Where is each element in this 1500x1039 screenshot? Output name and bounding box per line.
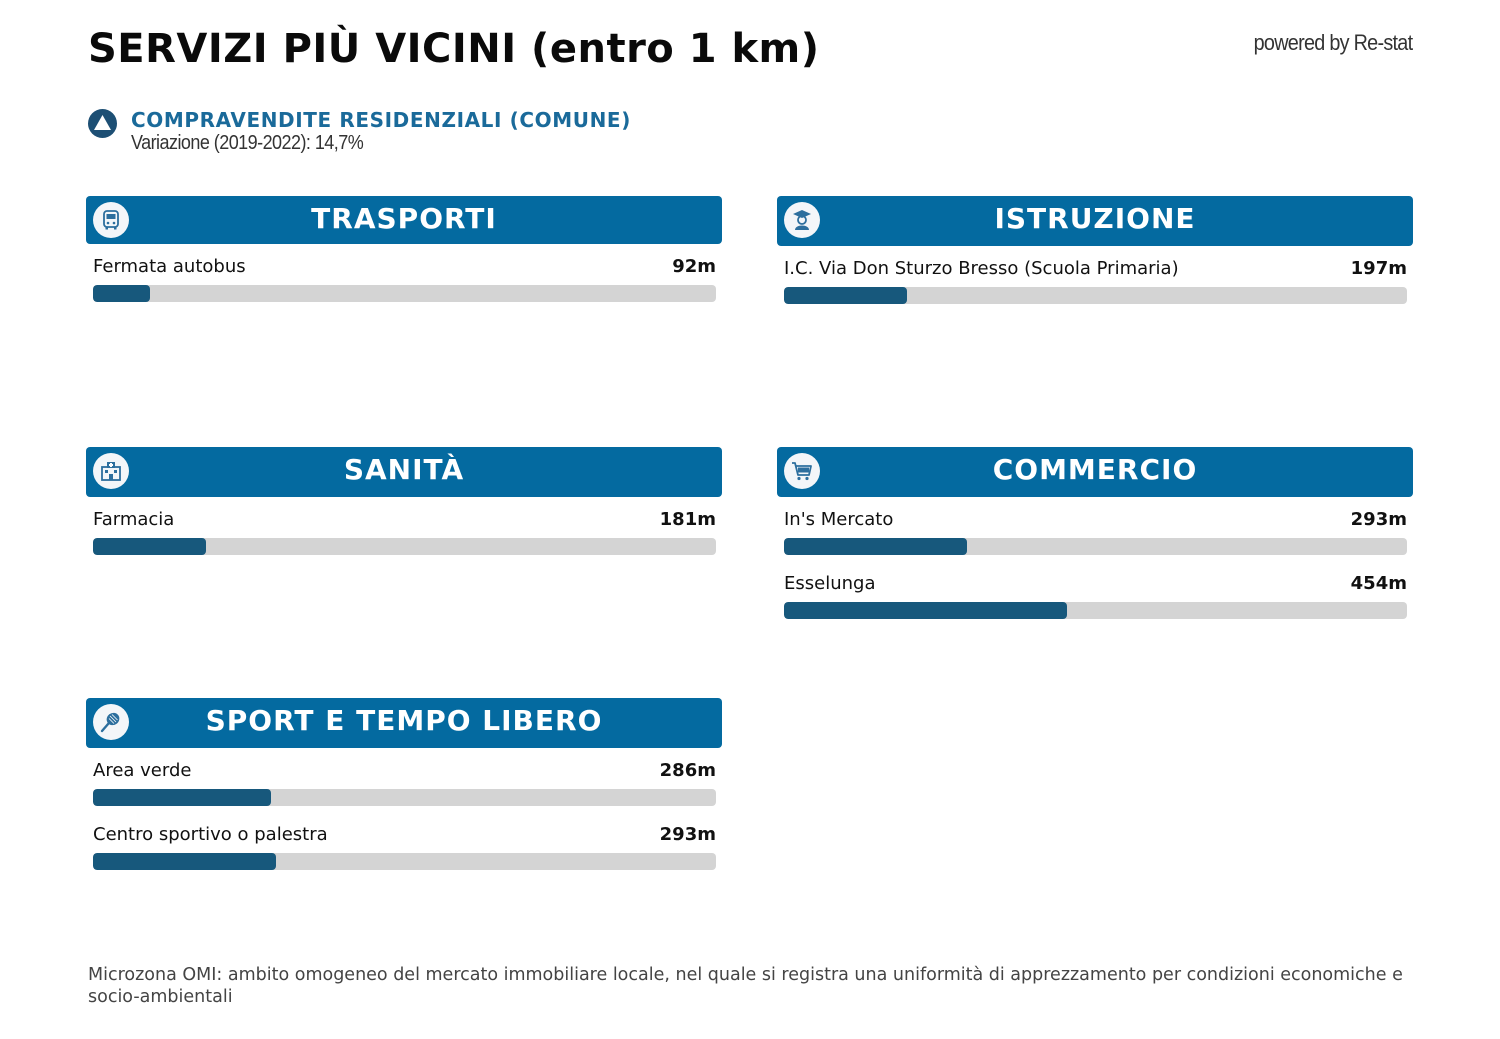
service-name: Centro sportivo o palestra xyxy=(93,824,328,845)
trend-up-icon xyxy=(88,109,117,138)
service-distance: 454m xyxy=(1350,573,1407,594)
service-item xyxy=(93,497,716,561)
powered-by-label: powered by Re-stat xyxy=(1253,30,1412,55)
category-header xyxy=(86,196,722,244)
distance-bar-fill xyxy=(93,853,276,870)
category-title: SPORT E TEMPO LIBERO xyxy=(205,704,603,737)
category-card-sport xyxy=(86,698,722,876)
service-item xyxy=(784,561,1407,625)
category-title: COMMERCIO xyxy=(992,453,1198,486)
category-header xyxy=(777,196,1413,246)
service-item xyxy=(784,497,1407,561)
service-item xyxy=(784,246,1407,310)
distance-bar-fill xyxy=(784,538,967,555)
distance-bar-track xyxy=(93,789,716,806)
category-title: ISTRUZIONE xyxy=(994,202,1196,235)
service-name: Farmacia xyxy=(93,509,175,530)
distance-bar-track xyxy=(93,853,716,870)
category-card-commercio xyxy=(777,447,1413,625)
footnote: Microzona OMI: ambito omogeneo del mercato immobiliare locale, nel quale si registra una uniformità di apprezzamento per condizioni economiche e socio-ambientali xyxy=(88,965,1403,1007)
category-header xyxy=(777,447,1413,497)
service-name: Fermata autobus xyxy=(93,256,246,277)
service-distance: 286m xyxy=(659,760,716,781)
service-item xyxy=(93,748,716,812)
distance-bar-track xyxy=(784,538,1407,555)
distance-bar-fill xyxy=(93,285,150,302)
service-name: I.C. Via Don Sturzo Bresso (Scuola Primaria) xyxy=(784,258,1179,279)
page-title: SERVIZI PIÙ VICINI (entro 1 km) xyxy=(88,26,820,72)
distance-bar-track xyxy=(784,287,1407,304)
category-header xyxy=(86,447,722,497)
service-item xyxy=(93,244,716,308)
category-title: SANITÀ xyxy=(343,453,465,486)
category-card-istruzione xyxy=(777,196,1413,310)
service-distance: 197m xyxy=(1350,258,1407,279)
trend-title: COMPRAVENDITE RESIDENZIALI (COMUNE) xyxy=(131,108,631,132)
service-distance: 181m xyxy=(659,509,716,530)
distance-bar-track xyxy=(93,538,716,555)
distance-bar-fill xyxy=(93,538,206,555)
distance-bar-track xyxy=(93,285,716,302)
distance-bar-fill xyxy=(784,287,907,304)
category-title: TRASPORTI xyxy=(311,202,497,235)
category-card-trasporti xyxy=(86,196,722,308)
trend-subtitle: Variazione (2019-2022): 14,7% xyxy=(131,132,364,154)
distance-bar-fill xyxy=(784,602,1067,619)
service-name: Area verde xyxy=(93,760,192,781)
service-distance: 92m xyxy=(672,256,716,277)
distance-bar-track xyxy=(784,602,1407,619)
distance-bar-fill xyxy=(93,789,271,806)
service-name: Esselunga xyxy=(784,573,876,594)
service-distance: 293m xyxy=(659,824,716,845)
service-distance: 293m xyxy=(1350,509,1407,530)
service-name: In's Mercato xyxy=(784,509,894,530)
category-header xyxy=(86,698,722,748)
service-item xyxy=(93,812,716,876)
category-card-sanita xyxy=(86,447,722,561)
